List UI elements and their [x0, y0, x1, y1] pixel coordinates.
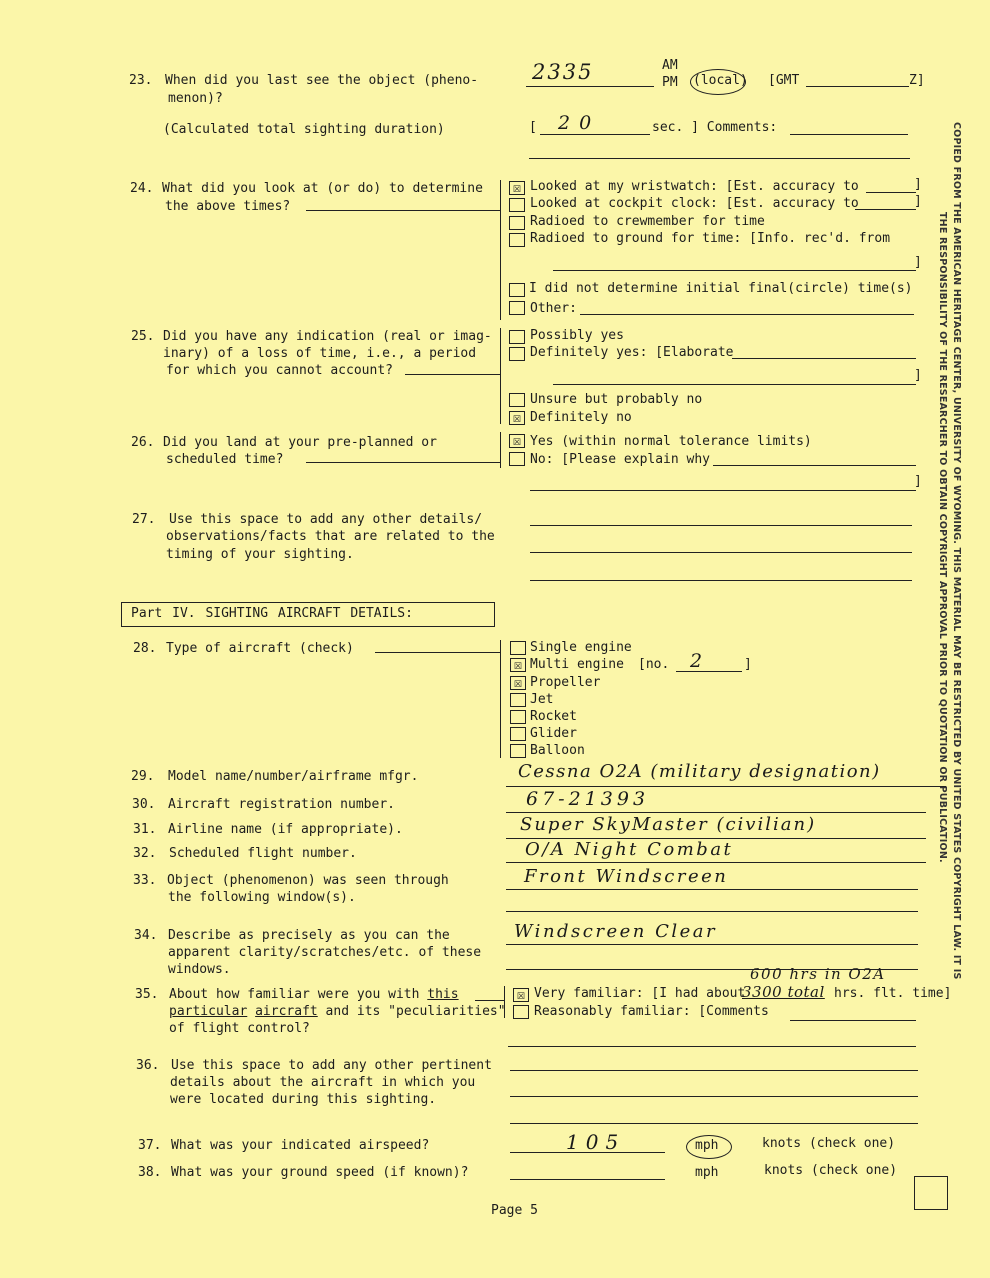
q23-gmt-label: [GMT: [768, 73, 800, 88]
q35-total-hours: 3300 total: [742, 983, 825, 1001]
q35-comments-line: [790, 1020, 916, 1021]
q28-engine-count: 2: [690, 650, 705, 672]
q26-explain-line: [713, 465, 916, 466]
q28-no-label: [no.: [638, 657, 670, 672]
q32-line: [506, 862, 926, 863]
q28-checkbox-single-engine[interactable]: [510, 641, 526, 655]
q36-line1: [510, 1070, 918, 1071]
q25-checkbox-definitely-yes[interactable]: [509, 347, 525, 361]
q26-number: 26.: [131, 435, 155, 450]
q25-text-line1: Did you have any indication (real or imag-: [163, 329, 492, 344]
q25-number: 25.: [131, 329, 155, 344]
q29-line: [506, 786, 946, 787]
q38-mph: mph: [695, 1165, 719, 1180]
q35-text-line2-c: and its "peculiarities": [317, 1004, 506, 1019]
q23-comments-line2: [529, 158, 910, 159]
q35-number: 35.: [135, 987, 159, 1002]
q24-checkbox-cockpit-clock[interactable]: [509, 198, 525, 212]
q24-option-cockpit-clock: Looked at cockpit clock: [Est. accuracy to: [530, 196, 859, 211]
q30-line: [506, 812, 926, 813]
q25-option-definitely-no: Definitely no: [530, 410, 632, 425]
q34-text-line3: windows.: [168, 962, 231, 977]
q35-text-line1-b: this: [427, 987, 459, 1002]
q35-hours-label: hrs. flt. time]: [834, 986, 952, 1001]
q25-text-line2: inary) of a loss of time, i.e., a period: [163, 346, 477, 361]
q24-number: 24.: [130, 181, 154, 196]
q35-checkbox-reasonably-familiar[interactable]: [513, 1005, 529, 1019]
q29-answer: Cessna O2A (military designation): [518, 761, 881, 782]
q24-wristwatch-line: [866, 192, 916, 193]
q28-checkbox-glider[interactable]: [510, 727, 526, 741]
q33-text-line2: the following window(s).: [168, 890, 356, 905]
q29-number: 29.: [131, 769, 155, 784]
q23-text-line1: When did you last see the object (pheno-: [165, 73, 479, 88]
q25-bracket: [500, 328, 501, 424]
q24-checkbox-wristwatch[interactable]: ☒: [509, 181, 525, 195]
q28-bracket: [500, 640, 501, 758]
q35-text-line2: [169, 1004, 506, 1019]
q35-bracket: [504, 986, 505, 1018]
q37-mph: mph: [695, 1138, 719, 1153]
q34-line1: [506, 944, 918, 945]
q24-cockpit-close: ]: [914, 194, 922, 209]
q23-duration-label: (Calculated total sighting duration): [163, 122, 445, 137]
q24-ground-line: [553, 270, 916, 271]
q23-z-label: Z]: [909, 73, 925, 88]
q24-option-wristwatch: Looked at my wristwatch: [Est. accuracy to: [530, 179, 859, 194]
q35-text-line3: of flight control?: [169, 1021, 310, 1036]
q26-explain-line2: [530, 490, 916, 491]
q33-line2: [506, 911, 918, 912]
q38-knots: knots (check one): [764, 1163, 898, 1178]
q24-option-crewmember: Radioed to crewmember for time: [530, 214, 765, 229]
q28-checkbox-balloon[interactable]: [510, 744, 526, 758]
q27-text-line2: observations/facts that are related to the: [166, 529, 495, 544]
q32-text: Scheduled flight number.: [169, 846, 357, 861]
q35-text-line1-a: About how familiar were you with: [169, 987, 428, 1002]
q23-time-answer: 2335: [532, 60, 594, 84]
q27-line3: [530, 580, 912, 581]
q23-time-line: [526, 86, 654, 87]
q34-number: 34.: [134, 928, 158, 943]
q27-line1: [530, 525, 912, 526]
q37-knots: knots (check one): [762, 1136, 896, 1151]
q28-option-propeller: Propeller: [530, 675, 601, 690]
q28-option-rocket: Rocket: [530, 709, 577, 724]
q36-number: 36.: [136, 1058, 160, 1073]
q28-checkbox-jet[interactable]: [510, 693, 526, 707]
q24-option-ground: Radioed to ground for time: [Info. rec'd. from: [530, 231, 891, 246]
q24-checkbox-not-determine[interactable]: [509, 283, 525, 297]
q24-checkbox-other[interactable]: [509, 301, 525, 315]
q35-leader-line: [475, 1000, 505, 1001]
q23-local-label: (local): [693, 73, 748, 88]
q37-line: [510, 1152, 665, 1153]
q38-text: What was your ground speed (if known)?: [171, 1165, 469, 1180]
q35-text-line2-b: aircraft: [255, 1004, 318, 1019]
q23-duration-unit: sec. ] Comments:: [652, 120, 778, 135]
q24-checkbox-crewmember[interactable]: [509, 216, 525, 230]
q28-option-jet: Jet: [530, 692, 554, 707]
q36-text-line3: were located during this sighting.: [170, 1092, 437, 1107]
q33-number: 33.: [133, 873, 157, 888]
q33-text-line1: Object (phenomenon) was seen through: [167, 873, 449, 888]
q26-text-line1: Did you land at your pre-planned or: [163, 435, 437, 450]
q26-explain-close: ]: [914, 474, 922, 489]
q29-text: Model name/number/airframe mfgr.: [168, 769, 419, 784]
q27-line2: [530, 552, 912, 553]
q28-no-close: ]: [744, 657, 752, 672]
q26-checkbox-yes[interactable]: ☒: [509, 434, 525, 448]
q35-text-line1: [169, 987, 459, 1002]
q35-checkbox-very-familiar[interactable]: ☒: [513, 988, 529, 1002]
q26-leader-line: [306, 462, 500, 463]
q28-option-balloon: Balloon: [530, 743, 585, 758]
q25-elaborate-close: ]: [914, 368, 922, 383]
q23-gmt-line: [806, 86, 909, 87]
q25-option-unsure: Unsure but probably no: [530, 392, 703, 407]
q26-bracket: [500, 432, 501, 468]
q33-answer: Front Windscreen: [524, 866, 729, 887]
q23-am-label: AM: [662, 58, 678, 73]
q23-pm-label: PM: [662, 75, 678, 90]
q25-option-possibly-yes: Possibly yes: [530, 328, 624, 343]
q37-text: What was your indicated airspeed?: [171, 1138, 430, 1153]
q28-count-line: [676, 671, 742, 672]
q25-checkbox-possibly-yes[interactable]: [509, 330, 525, 344]
q38-line: [510, 1179, 665, 1180]
q34-text-line1: Describe as precisely as you can the: [168, 928, 450, 943]
q35-text-line2-a: particular: [169, 1004, 248, 1019]
q35-hours-note: 600 hrs in O2A: [750, 965, 886, 983]
copyright-notice-line1: COPIED FROM THE AMERICAN HERITAGE CENTER, UNIVERSITY OF WYOMING. THIS MATERIAL MAY BE RESTRICTED BY UNITED STATES COPYRIGHT LAW. IT IS: [951, 122, 962, 980]
q28-checkbox-rocket[interactable]: [510, 710, 526, 724]
q23-number: 23.: [129, 73, 153, 88]
q31-answer: Super SkyMaster (civilian): [520, 814, 817, 835]
q25-text-line3: for which you cannot account?: [166, 363, 393, 378]
q36-line2: [510, 1096, 918, 1097]
q36-text-line2: details about the aircraft in which you: [170, 1075, 476, 1090]
q24-other-line: [580, 314, 914, 315]
q28-option-single-engine: Single engine: [530, 640, 632, 655]
q30-text: Aircraft registration number.: [168, 797, 395, 812]
q30-answer: 67-21393: [526, 788, 650, 810]
q24-text-line1: What did you look at (or do) to determine: [162, 181, 483, 196]
q36-line3: [510, 1123, 918, 1124]
q23-text-line2: menon)?: [168, 91, 223, 106]
q35-comments-line2: [508, 1046, 916, 1047]
q28-checkbox-multi-engine[interactable]: ☒: [510, 658, 526, 672]
q24-wristwatch-close: ]: [914, 177, 922, 192]
part4-title: Part IV. SIGHTING AIRCRAFT DETAILS:: [131, 606, 413, 621]
corner-box: [914, 1176, 948, 1210]
q28-checkbox-propeller[interactable]: ☒: [510, 676, 526, 690]
q26-checkbox-no[interactable]: [509, 452, 525, 466]
q24-bracket: [500, 180, 501, 320]
q28-text: Type of aircraft (check): [166, 641, 354, 656]
q28-option-glider: Glider: [530, 726, 577, 741]
q27-text-line1: Use this space to add any other details/: [169, 512, 483, 527]
q25-elaborate-line: [732, 358, 916, 359]
q28-option-multi-engine: Multi engine: [530, 657, 624, 672]
q24-text-line2: the above times?: [165, 199, 291, 214]
q26-text-line2: scheduled time?: [166, 452, 284, 467]
q23-duration-open: [: [529, 120, 537, 135]
q37-airspeed-answer: 105: [566, 1130, 626, 1154]
q24-cockpit-line: [855, 209, 916, 210]
q24-option-not-determine: I did not determine initial final(circle) time(s): [529, 281, 913, 296]
q24-ground-close: ]: [914, 255, 922, 270]
q25-checkbox-unsure[interactable]: [509, 393, 525, 407]
q37-number: 37.: [138, 1138, 162, 1153]
q32-number: 32.: [133, 846, 157, 861]
q34-answer: Windscreen Clear: [514, 921, 718, 942]
q32-answer: O/A Night Combat: [525, 839, 734, 860]
q35-option-very-familiar: Very familiar: [I had about: [534, 986, 746, 1001]
q24-option-other: Other:: [530, 301, 577, 316]
q28-number: 28.: [133, 641, 157, 656]
q25-elaborate-line2: [553, 384, 916, 385]
q27-text-line3: timing of your sighting.: [166, 547, 354, 562]
q34-text-line2: apparent clarity/scratches/etc. of these: [168, 945, 482, 960]
q26-option-yes: Yes (within normal tolerance limits): [530, 434, 812, 449]
q23-duration-line: [540, 134, 650, 135]
q26-option-no: No: [Please explain why: [530, 452, 711, 467]
q27-number: 27.: [132, 512, 156, 527]
copyright-notice-line2: THE RESPONSIBILITY OF THE RESEARCHER TO OBTAIN COPYRIGHT APPROVAL PRIOR TO QUOTATION OR PUBLICATION.: [937, 212, 948, 863]
q25-checkbox-definitely-no[interactable]: ☒: [509, 411, 525, 425]
q23-comments-line: [790, 134, 908, 135]
page-number: Page 5: [491, 1203, 538, 1218]
q23-duration-value: 20: [558, 112, 601, 134]
q24-checkbox-ground[interactable]: [509, 233, 525, 247]
q30-number: 30.: [132, 797, 156, 812]
q25-leader-line: [405, 374, 500, 375]
q35-option-reasonably-familiar: Reasonably familiar: [Comments: [534, 1004, 769, 1019]
q25-option-definitely-yes: Definitely yes: [Elaborate: [530, 345, 734, 360]
q31-text: Airline name (if appropriate).: [168, 822, 403, 837]
q28-leader-line: [375, 652, 500, 653]
q33-line1: [506, 889, 918, 890]
q36-text-line1: Use this space to add any other pertinent: [171, 1058, 492, 1073]
q24-leader-line: [306, 210, 500, 211]
q38-number: 38.: [138, 1165, 162, 1180]
q31-number: 31.: [133, 822, 157, 837]
